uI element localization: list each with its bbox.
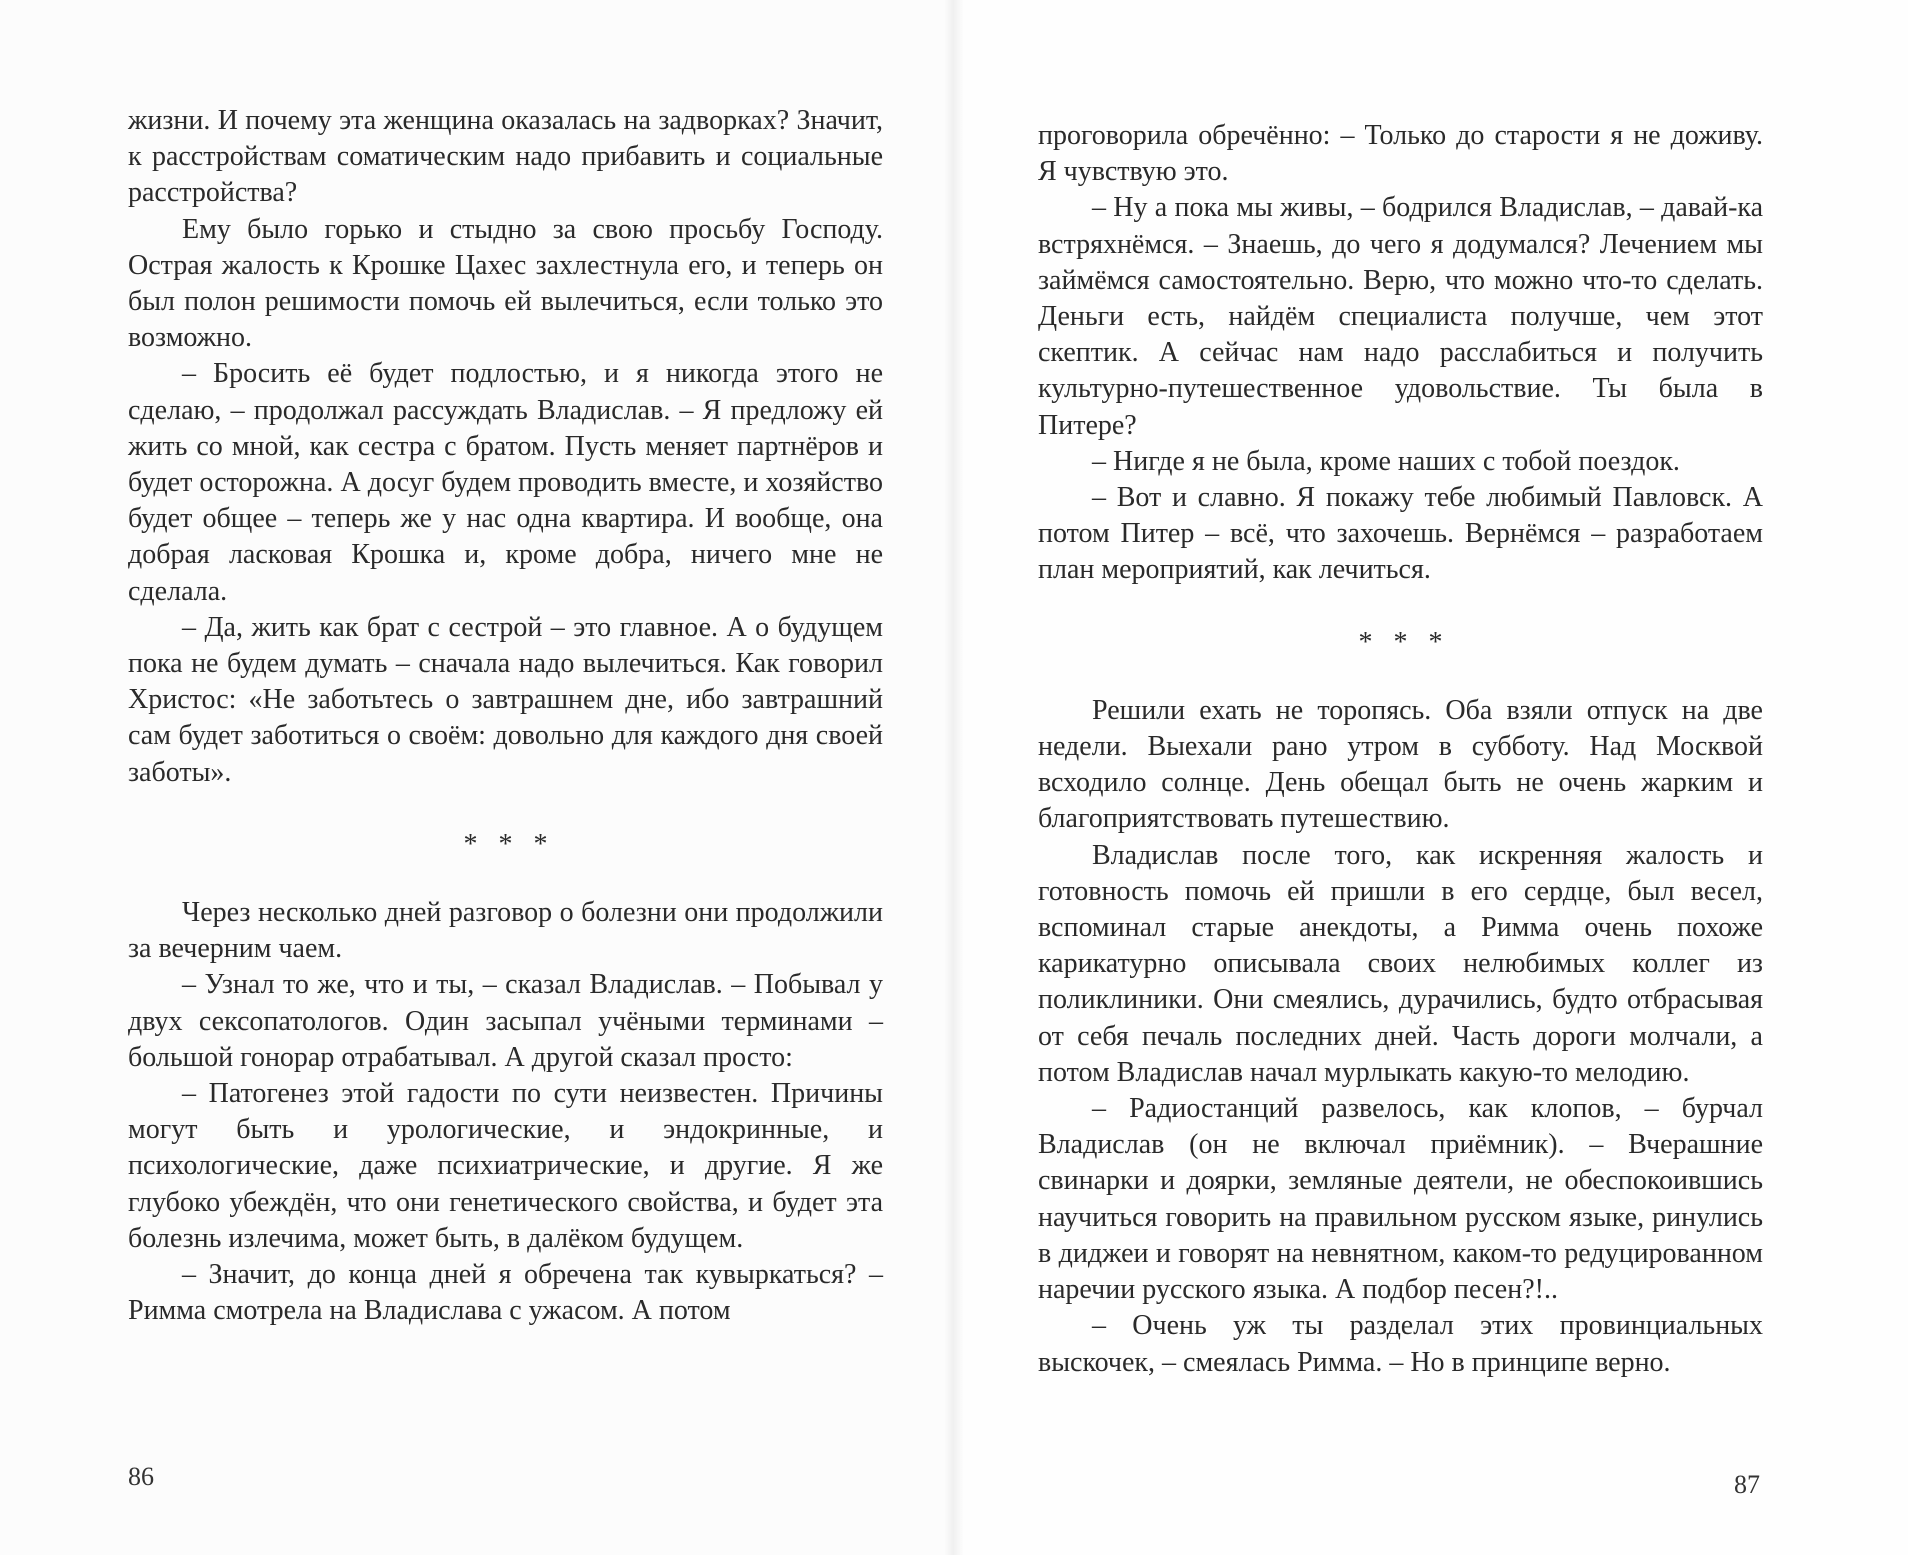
- paragraph: Решили ехать не торопясь. Оба взяли отпуск на две недели. Выехали рано утром в субботу. Над Москвой всходило солнце. День обещал быть не очень жарким и благоприятствовать путешествию.: [1038, 694, 1763, 835]
- left-page-text: [128, 103, 883, 1330]
- paragraph: – Узнал то же, что и ты, – сказал Владислав. – Побывал у двух сексопатологов. Один засыпал учёными терминами – большой гонорар отрабатывал. А другой сказал просто:: [128, 969, 883, 1073]
- book-gutter: [944, 0, 964, 1555]
- paragraph: – Значит, до конца дней я обречена так кувыркаться? – Римма смотрела на Владислава с ужасом. А потом: [128, 1259, 883, 1327]
- paragraph: – Очень уж ты разделал этих провинциальных выскочек, – смеялась Римма. – Но в принципе верно.: [1038, 1310, 1763, 1378]
- paragraph: проговорила обречённо: – Только до старости я не доживу. Я чувствую это.: [1038, 120, 1763, 188]
- paragraph: – Нигде я не была, кроме наших с тобой поездок.: [1092, 445, 1680, 477]
- paragraph: – Бросить её будет подлостью, и я никогда этого не сделаю, – продолжал рассуждать Владислав. – Я предложу ей жить со мной, как сестра с братом. Пусть меняет партнёров и будет осторожна. А досуг будем проводить вместе, и хозяйство будет общее – теперь же у нас одна квартира. И вообще, она добрая ласковая Крошка и, кроме добра, ничего мне не сделала.: [128, 358, 883, 607]
- paragraph: Ему было горько и стыдно за свою просьбу Господу. Острая жалость к Крошке Цахес захлестнула его, и теперь он был полон решимости помочь ей вылечиться, если только это возможно.: [128, 213, 883, 354]
- paragraph: – Да, жить как брат с сестрой – это главное. А о будущем пока не будем думать – сначала надо вылечиться. Как говорил Христос: «Не заботьтесь о завтрашнем дне, ибо завтрашний сам будет заботиться о своём: довольно для каждого дня своей заботы».: [128, 611, 883, 788]
- paragraph: – Ну а пока мы живы, – бодрился Владислав, – давай-ка встряхнёмся. – Знаешь, до чего я додумался? Лечением мы займёмся самостоятельно. Верю, что можно что-то сделать. Деньги есть, найдём специалиста получше, чем этот скептик. А сейчас нам надо расслабиться и получить культурно-путешественное удовольствие. Ты была в Питере?: [1038, 192, 1763, 441]
- right-page: [954, 0, 1908, 1555]
- paragraph: Через несколько дней разговор о болезни они продолжили за вечерним чаем.: [128, 897, 883, 965]
- paragraph: – Вот и славно. Я покажу тебе любимый Павловск. А потом Питер – всё, что захочешь. Вернёмся – разработаем план мероприятий, как лечиться.: [1038, 482, 1763, 586]
- right-page-text: [1038, 118, 1763, 1381]
- paragraph: – Патогенез этой гадости по сути неизвестен. Причины могут быть и урологические, и эндокринные, и психологические, даже психиатрические, и другие. Я же глубоко убеждён, что они генетического свойства, и будет эта болезнь излечима, может быть, в далёком будущем.: [128, 1078, 883, 1254]
- page-number: 86: [128, 1462, 154, 1491]
- page-number: 87: [1734, 1470, 1760, 1499]
- paragraph: жизни. И почему эта женщина оказалась на задворках? Значит, к расстройствам соматическим надо прибавить и социальные расстройства?: [128, 105, 883, 209]
- paragraph: – Радиостанций развелось, как клопов, – бурчал Владислав (он не включал приёмник). – Вчерашние свинарки и доярки, земляные деятели, не обеспокоившись научиться говорить на правильном русском языке, ринулись в диджеи и говорят на невнятном, каком-то редуцированном наречии русского языка. А подбор песен?!..: [1038, 1093, 1763, 1306]
- section-separator: * * *: [463, 828, 548, 860]
- section-separator: * * *: [1358, 626, 1443, 658]
- paragraph: Владислав после того, как искренняя жалость и готовность помочь ей пришли в его сердце, был весел, вспоминал старые анекдоты, а Римма очень похоже карикатурно описывала своих нелюбимых коллег из поликлиники. Они смеялись, дурачились, будто отбрасывая от себя печаль последних дней. Часть дороги молчали, а потом Владислав начал мурлыкать какую-то мелодию.: [1038, 839, 1763, 1088]
